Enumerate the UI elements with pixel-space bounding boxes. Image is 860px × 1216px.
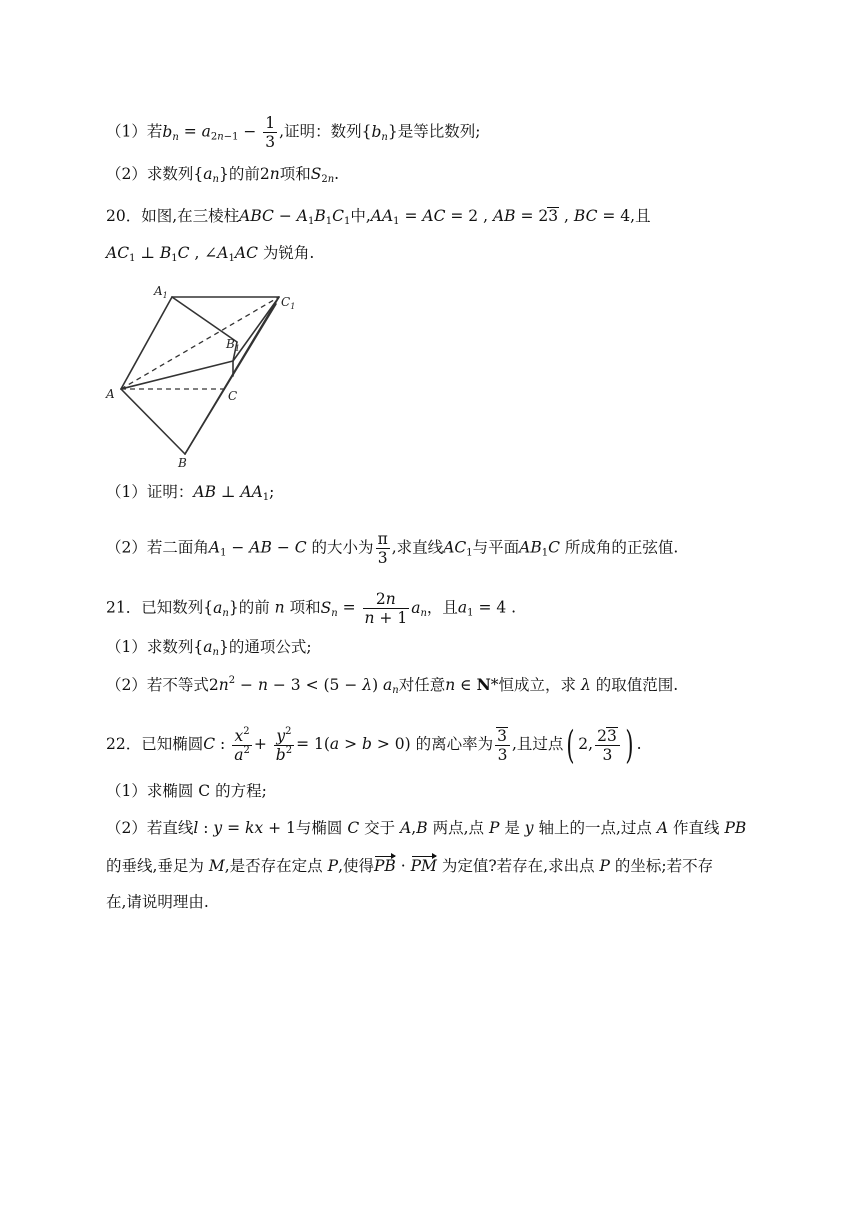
- fraction-2n-over-n-plus-1: $\frac{2n}{n + 1}$: [364, 590, 408, 627]
- q19-part1: （1）若$b_n = a_{2n-1}$ − $\frac{1}{3}$ ,证明：数列$\{b_n\}$是等比数列;: [106, 114, 481, 151]
- label-B1: $B_1$: [226, 337, 240, 353]
- q22-stem: 22．已知椭圆C : $\frac{x^2}{a^2}$ + $\frac{y^2}{b^2}$ = 1(a > b > 0) 的离心率为 $\frac{3}{3}$ ,且过点( 2, $\frac{23}{3}$ ) .: [106, 723, 642, 767]
- fraction-sqrt3-over-3: $\frac{3}{3}$: [495, 727, 510, 764]
- q20-part2: （2）若二面角$A_1$ − AB − C 的大小为 $\frac{\pi}{3}$ ,求直线$AC_1$与平面$AB_1C$ 所成角的正弦值.: [106, 530, 679, 567]
- fraction-one-third: $\frac{1}{3}$: [265, 114, 276, 151]
- q20-stem-line1: 20．如图,在三棱柱ABC − $A_1B_1C_1$中$,AA_1$ = AC = 2 , AB = 23 , BC = 4,且: [106, 207, 651, 227]
- q21-stem: 21．已知数列$\{a_n\}$的前 n 项和$S_n$ = $\frac{2n}{n + 1}$ $a_n$，且$a_1 = 4$ .: [106, 590, 517, 627]
- q22-part1: （1）求椭圆 C 的方程;: [106, 782, 267, 800]
- q20-stem-line2: $AC_1$ ⊥ $B_1C$ , $\angle A_1AC$ 为锐角.: [106, 244, 315, 264]
- label-A1: $A_1$: [154, 284, 168, 300]
- q22-part2-line3: 在,请说明理由.: [106, 893, 209, 911]
- fraction-pi-over-3: $\frac{\pi}{3}$: [377, 530, 388, 567]
- q20-part1: （1）证明：AB ⊥ $AA_1$;: [106, 483, 275, 503]
- q21-part1: （1）求数列$\{a_n\}$的通项公式;: [106, 638, 312, 658]
- label-B: B: [178, 456, 187, 470]
- q21-part2: （2）若不等式$2n^2 - n - 3 < (5 - \lambda)$ $a_n$对任意n ∈ N*恒成立，求 λ 的取值范围.: [106, 675, 679, 696]
- q22-part2-line1: （2）若直线l : y = kx + 1与椭圆 C 交于 A,B 两点,点 P 是 y 轴上的一点,过点 A 作直线 PB: [106, 819, 747, 837]
- label-C1: $C_1$: [281, 295, 296, 311]
- label-C: C: [228, 389, 238, 403]
- q19-part2: （2）求数列$\{a_n\}$的前2n项和$S_{2n}$.: [106, 165, 340, 185]
- prism-figure: [104, 282, 304, 472]
- label-A: A: [106, 387, 115, 401]
- q22-part2-line2: 的垂线,垂足为 M,是否存在定点 P,使得PB · PM 为定值?若存在,求出点 P 的坐标;若不存: [106, 857, 714, 875]
